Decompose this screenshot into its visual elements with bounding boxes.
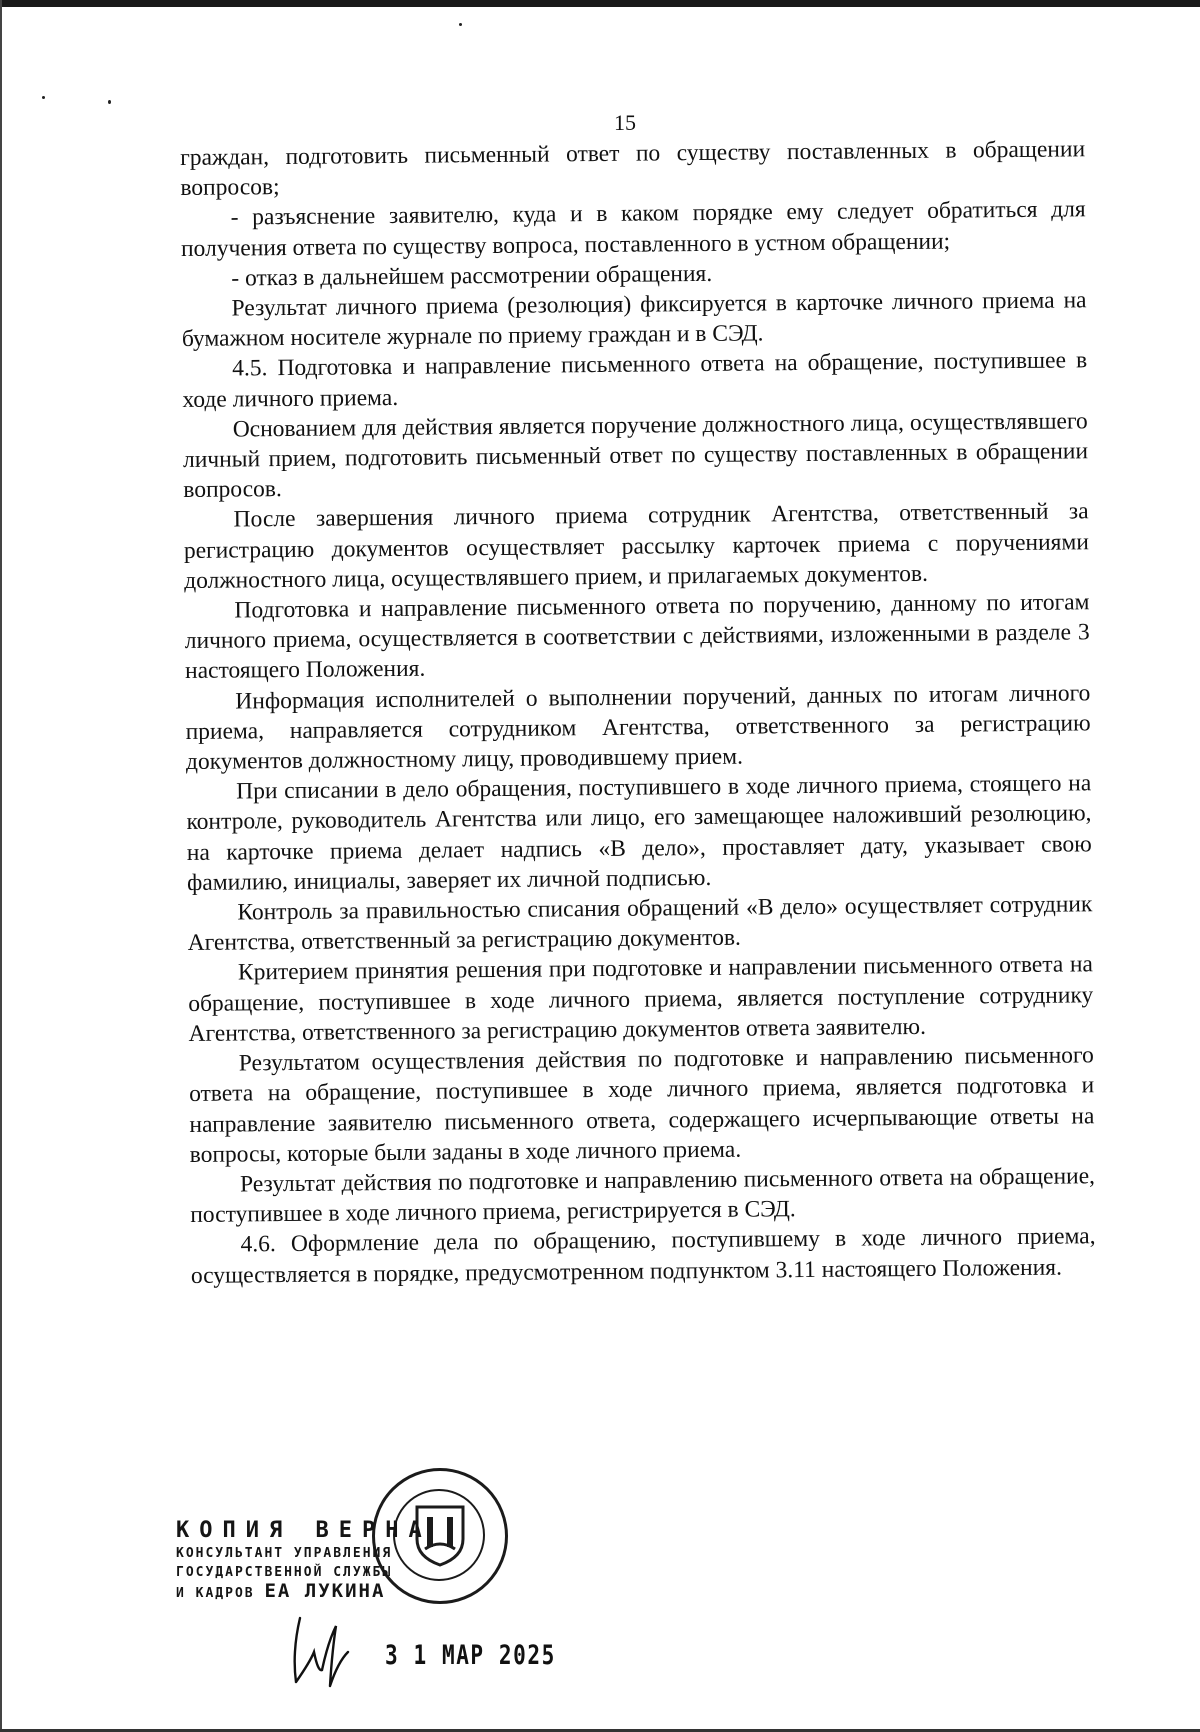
paragraph: Результатом осуществления действия по подготовке и направлению письменного ответа на обращение, поступившее в ходе личного приема, является подготовка и направление заявителю письменного ответа, содержащего исчерпывающие ответы на вопросы, которые были заданы в ходе личного приема.	[189, 1042, 1095, 1168]
copy-verified-label: КОПИЯ ВЕРНА	[176, 1518, 432, 1543]
certification-block	[176, 1518, 432, 1603]
scan-left-edge	[0, 0, 2, 1732]
position-line: КОНСУЛЬТАНТ УПРАВЛЕНИЯ	[176, 1546, 393, 1561]
paragraph: Результат действия по подготовке и направлению письменного ответа на обращение, поступившее в ходе личного приема, регистрируется в СЭД.	[190, 1163, 1096, 1229]
paragraph: Результат личного приема (резолюция) фиксируется в карточке личного приема на бумажном носителе журнале по приему граждан и в СЭД.	[181, 287, 1087, 353]
paragraph: - отказ в дальнейшем рассмотрении обращения.	[231, 260, 713, 292]
document-body	[180, 134, 1096, 1290]
date-stamp: 3 1 МАР 2025	[385, 1640, 556, 1671]
position-line: ГОСУДАРСТВЕННОЙ СЛУЖБЫ	[176, 1565, 393, 1580]
scan-speck	[42, 96, 45, 99]
paragraph: Контроль за правильностью списания обращений «В дело» осуществляет сотрудник Агентства, ответственный за регистрацию документов.	[187, 891, 1093, 957]
scan-speck	[459, 23, 462, 26]
paragraph: - разъяснение заявителю, куда и в каком порядке ему следует обратиться для получения ответа по существу вопроса, поставленного в устном обращении;	[180, 196, 1086, 262]
paragraph: Критерием принятия решения при подготовке и направлении письменного ответа на обращение, поступившее в ходе личного приема, является поступление сотруднику Агентства, ответственного за регистрацию документов ответа заявителю.	[188, 951, 1094, 1047]
scan-top-edge	[0, 0, 1200, 7]
page-number: 15	[614, 110, 636, 135]
paragraph: При списании в дело обращения, поступившего в ходе личного приема, стоящего на контроле, руководитель Агентства или лицо, его замещающее наложивший резолюцию, на карточке приема делает надпись «В дело», проставляет дату, указывает свою фамилию, инициалы, заверяет их личной подписью.	[186, 770, 1092, 896]
signer-name: ЕА ЛУКИНА	[264, 1580, 386, 1602]
paragraph: Информация исполнителей о выполнении поручений, данных по итогам личного приема, направляется сотрудником Агентства, ответственного за регистрацию документов должностному лицу, проводившему прием.	[185, 679, 1091, 776]
handwritten-signature	[282, 1612, 352, 1690]
section-heading-4-6: 4.6. Оформление дела по обращению, поступившему в ходе личного приема, осуществляется в порядке, предусмотренном подпунктом 3.11 настоящего Положения.	[190, 1223, 1096, 1289]
paragraph: После завершения личного приема сотрудник Агентства, ответственный за регистрацию документов осуществляет рассылку карточек приема с поручениями должностного лица, осуществлявшего прием, и прилагаемых документов.	[183, 498, 1089, 594]
paragraph: Подготовка и направление письменного ответа по поручению, данному по итогам личного приема, осуществляется в соответствии с действиями, изложенными в разделе 3 настоящего Положения.	[184, 589, 1090, 685]
scan-speck	[108, 100, 111, 104]
section-heading-4-5: 4.5. Подготовка и направление письменного ответа на обращение, поступившее в ходе личного приема.	[182, 347, 1088, 413]
paragraph: Основанием для действия является поручение должностного лица, осуществлявшего личный прием, подготовить письменный ответ по существу поставленных в обращении вопросов.	[182, 408, 1089, 504]
position-line: И КАДРОВ	[176, 1586, 255, 1601]
paragraph: граждан, подготовить письменный ответ по существу поставленных в обращении вопросов;	[180, 136, 1086, 202]
